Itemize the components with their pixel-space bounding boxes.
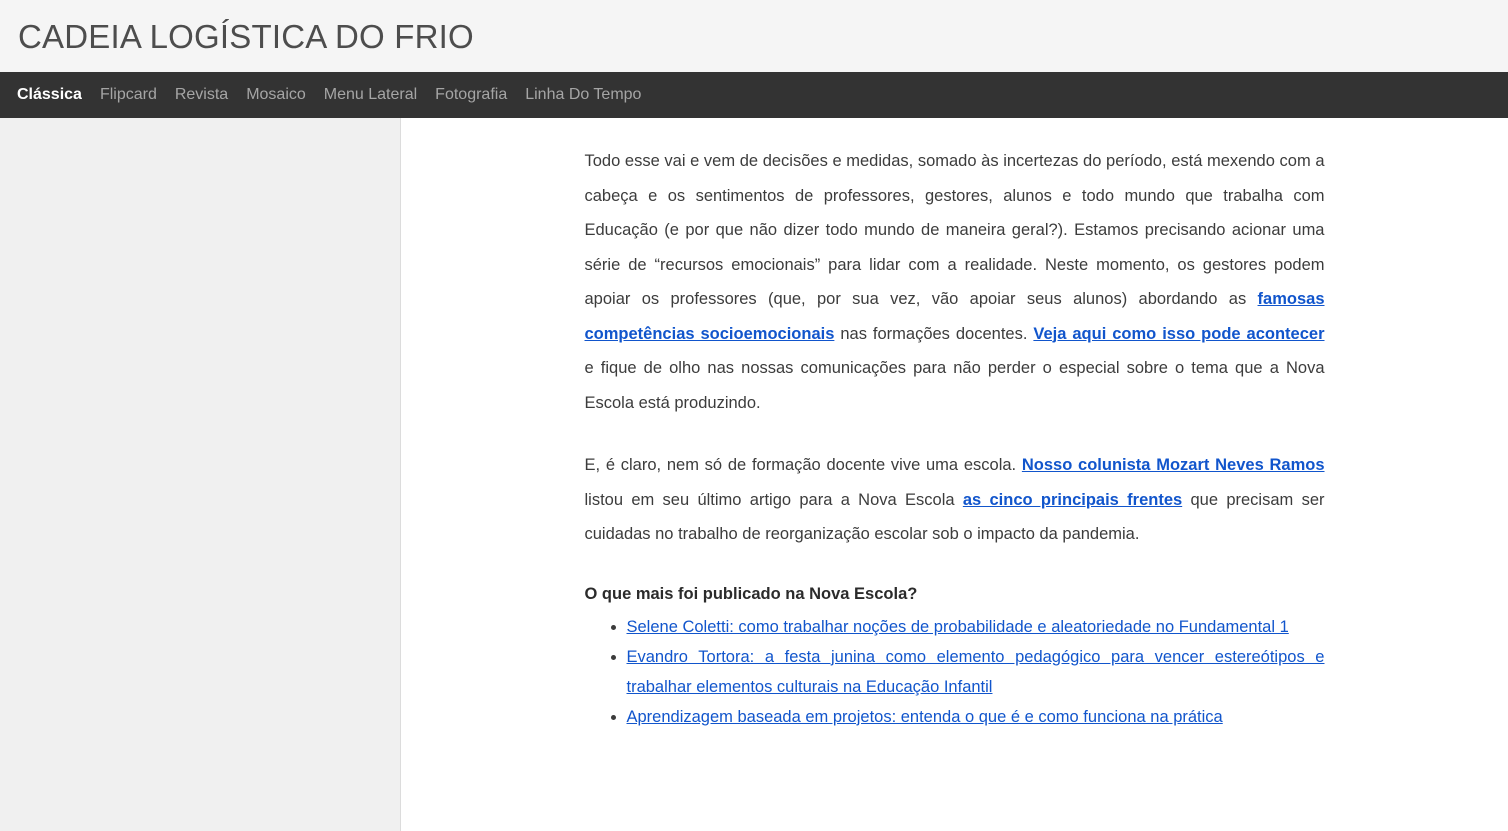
left-sidebar [0,118,401,831]
page-title: CADEIA LOGÍSTICA DO FRIO [18,17,474,55]
paragraph-1-text-part-3: e fique de olho nas nossas comunicações para não perder o especial sobre o tema que a Nova Escola está produzindo. [584,359,1325,412]
nav-item-mosaico[interactable]: Mosaico [246,86,306,103]
article-paragraph-2 [585,448,1325,552]
main-navigation [0,72,1508,118]
article-body [585,118,1325,732]
nav-item-fotografia[interactable]: Fotografia [435,86,508,103]
list-item [627,612,1325,642]
nav-item-revista[interactable]: Revista [174,86,229,103]
list-item [627,702,1325,732]
paragraph-1-text-part-2: nas formações docentes. [834,324,1034,343]
link-aprendizagem-baseada-em-projetos[interactable]: Aprendizagem baseada em projetos: entenda o que é e como funciona na prática [626,707,1223,726]
paragraph-2-text-part-1: E, é claro, nem só de formação docente vive uma escola. [584,456,1022,474]
link-cinco-principais-frentes[interactable]: as cinco principais frentes [962,490,1183,509]
link-colunista-mozart-neves-ramos[interactable]: Nosso colunista Mozart Neves Ramos [1021,456,1325,474]
paragraph-2-text-part-2: listou em seu último artigo para a Nova Escola [584,490,963,509]
link-competencias-socioemocionais[interactable]: famosas competências socioemocionais [584,290,1325,343]
published-items-list [585,612,1325,732]
nav-item-flipcard[interactable]: Flipcard [99,86,157,103]
nav-item-linha-do-tempo[interactable]: Linha Do Tempo [525,86,642,103]
link-evandro-tortora[interactable]: Evandro Tortora: a festa junina como elemento pedagógico para vencer estereótipos e trabalhar elementos culturais na Educação Infantil [626,647,1325,696]
link-selene-coletti[interactable]: Selene Coletti: como trabalhar noções de probabilidade e aleatoriedade no Fundamental 1 [626,617,1289,636]
page-body [0,118,1508,831]
paragraph-2-text-part-3: que precisam ser cuidadas no trabalho de reorganização escolar sob o impacto da pandemia. [584,490,1325,543]
site-header [0,0,1508,72]
paragraph-1-text-part-1: Todo esse vai e vem de decisões e medidas, somado às incertezas do período, está mexendo com a cabeça e os sentimentos de professores, gestores, alunos e todo mundo que trabalha com Educação (e por que não dizer todo mundo de maneira geral?). Estamos precisando acionar uma série de “recursos emocionais” para lidar com a realidade. Neste momento, os gestores podem apoiar os professores (que, por sua vez, vão apoiar seus alunos) abordando as [584,152,1325,308]
article-paragraph-1 [585,144,1325,420]
nav-item-classica[interactable]: Clássica [17,86,82,103]
content-column [401,118,1508,831]
published-section-heading: O que mais foi publicado na Nova Escola? [584,584,918,603]
link-veja-aqui-como-isso-pode-acontecer[interactable]: Veja aqui como isso pode acontecer [1033,324,1325,343]
nav-item-menu-lateral[interactable]: Menu Lateral [323,86,418,103]
list-item [627,642,1325,702]
